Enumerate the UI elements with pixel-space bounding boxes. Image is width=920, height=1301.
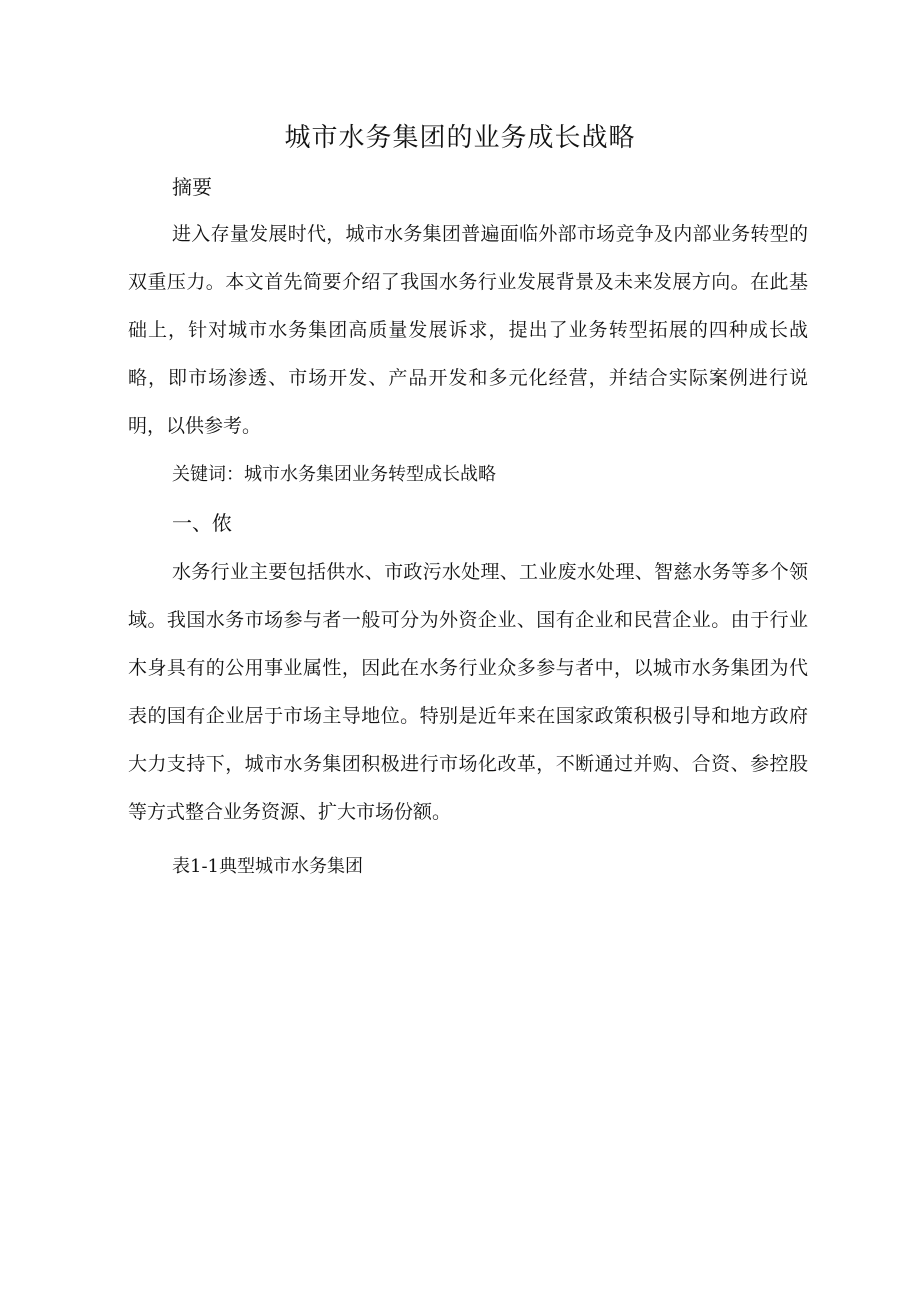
- abstract-heading: 摘要: [172, 175, 212, 199]
- section-heading: 一、侬: [172, 511, 232, 535]
- document-title: 城市水务集团的业务成长战略: [284, 123, 636, 153]
- abstract-paragraph: 进入存量发展时代，城市水务集团普遍面临外部市场竞争及内部业务转型的双重压力。本文首先简要介绍了我国水务行业发展背景及未来发展方向。在此基础上，针对城市水务集团高质量发展诉求，提出了业务转型拓展的四种成长战略，即市场渗透、市场开发、产品开发和多元化经营，并结合实际案例进行说明，以供参考。: [128, 223, 808, 437]
- table-caption: 表1-1典型城市水务集团: [172, 856, 363, 877]
- keywords-line: 关键词：城市水务集团业务转型成长战略: [172, 464, 496, 485]
- section-paragraph: 水务行业主要包括供水、市政污水处理、工业废水处理、智慈水务等多个领域。我国水务市场参与者一般可分为外资企业、国有企业和民营企业。由于行业木身具有的公用事业属性，因此在水务行业众多参与者中，以城市水务集团为代表的国有企业居于市场主导地位。特别是近年来在国家政策积极引导和地方政府大力支持下，城市水务集团积极进行市场化改革，不断通过并购、合资、参控股等方式整合业务资源、扩大市场份额。: [128, 561, 808, 823]
